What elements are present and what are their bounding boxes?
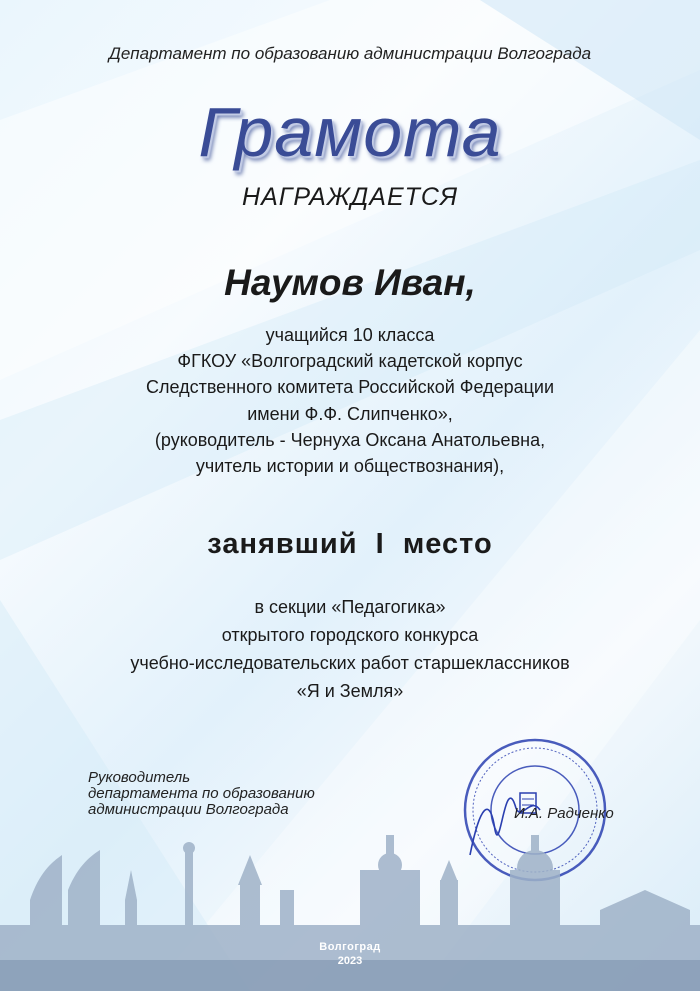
signer-title: [88, 770, 315, 818]
signer-title-line: Руководитель: [88, 769, 191, 786]
detail-line: учащийся 10 класса: [265, 325, 435, 345]
detail-line: учитель истории и обществознания),: [195, 456, 505, 477]
contest-line: в секции «Педагогика»: [254, 597, 446, 617]
signer-title-line: администрации Волгограда: [88, 801, 289, 818]
signer-name: И.А. Радченко: [514, 805, 614, 822]
contest-line: открытого городского конкурса: [221, 625, 479, 645]
contest-details: [0, 593, 700, 705]
recipient-name: Наумов Иван,: [224, 262, 476, 303]
contest-line: учебно-исследовательских работ старшеклассников: [130, 653, 570, 673]
detail-line: имени Ф.Ф. Слипченко»,: [247, 403, 453, 424]
footer-year: 2023: [337, 955, 363, 967]
detail-line: (руководитель - Чернуха Оксана Анатольевна,: [154, 429, 546, 450]
achievement-place: [0, 528, 700, 561]
footer-city: Волгоград: [319, 941, 381, 953]
certificate-title: Грамота: [198, 93, 502, 171]
signer-title-line: департамента по образованию: [88, 785, 315, 802]
detail-line: Следственного комитета Российской Федерации: [145, 377, 555, 398]
achievement-text: занявший I место: [207, 528, 493, 560]
department-header: Департамент по образованию администрации Волгограда: [108, 44, 592, 63]
recipient-details: [0, 322, 700, 479]
awarded-label: НАГРАЖДАЕТСЯ: [242, 183, 458, 211]
contest-line: «Я и Земля»: [296, 681, 404, 701]
detail-line: ФГКОУ «Волгоградский кадетской корпус: [177, 351, 523, 372]
